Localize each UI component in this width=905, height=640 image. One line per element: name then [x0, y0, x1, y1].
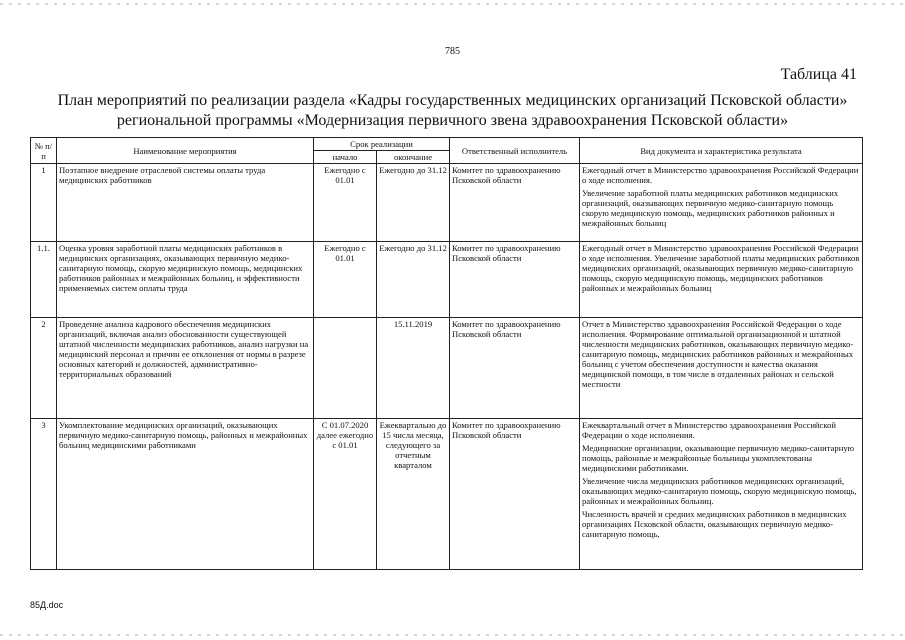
header-start: начало	[314, 151, 377, 164]
row-document-paragraph: Медицинские организации, оказывающие первичную медико-санитарную помощь, районные и межрайонные больницы укомплектованы медицинскими работниками.	[582, 443, 855, 473]
row-name: Поэтапное внедрение отраслевой системы оплаты труда медицинских работников	[57, 164, 314, 242]
title-line-2: региональной программы «Модернизация первичного звена здравоохранения Псковской области»	[116, 112, 789, 129]
row-name: Проведение анализа кадрового обеспечения медицинских организаций, включая анализ обоснованности существующей штатной численности медицинских работников, анализ нагрузки на медицинский персонал и причин ее отклонения от нормы в разрезе основных категорий и должностей, административно-территориальных образований	[57, 318, 314, 419]
row-end: Ежегодно до 31.12	[377, 164, 450, 242]
table-label: Таблица 41	[780, 66, 857, 83]
header-executor: Ответственный исполнитель	[450, 138, 580, 164]
row-document	[580, 419, 863, 570]
row-document-paragraph: Ежегодный отчет в Министерство здравоохранения Российской Федерации о ходе исполнения. Увеличение заработной платы медицинских работников медицинских организаций, оказывающих первичную медико-санитарную помощь, скорую медицинскую помощь, медицинских работников районных и межрайонных больниц	[582, 243, 860, 293]
row-start: Ежегодно с 01.01	[314, 164, 377, 242]
header-name: Наименование мероприятия	[57, 138, 314, 164]
row-document	[580, 164, 863, 242]
file-name-footer: 85Д.doc	[30, 600, 64, 610]
row-end: Ежегодно до 31.12	[377, 242, 450, 318]
title-line-1: План мероприятий по реализации раздела «Кадры государственных медицинских организаций Псковской области»	[57, 92, 848, 109]
row-start: С 01.07.2020 далее ежегодно с 01.01	[314, 419, 377, 570]
page-number: 785	[445, 46, 460, 57]
scan-artifact-bottom	[0, 634, 905, 636]
row-document-paragraph: Ежегодный отчет в Министерство здравоохранения Российской Федерации о ходе исполнения.	[582, 165, 859, 185]
document-title	[0, 91, 905, 131]
row-document-paragraph: Отчет в Министерство здравоохранения Российской Федерации о ходе исполнения. Формирование оптимальной организационной и штатной численности медицинских работников, оказывающих первичную медико-санитарную помощь, медицинских работников районных и межрайонных больниц с учетом обеспечения доступности и качества оказания медицинской помощи, в том числе в отдаленных районах и сельской местности	[582, 319, 854, 389]
row-start: Ежегодно с 01.01	[314, 242, 377, 318]
row-document-paragraph: Ежеквартальный отчет в Министерство здравоохранения Российской Федерации о ходе исполнения.	[582, 420, 836, 440]
header-document: Вид документа и характеристика результата	[580, 138, 863, 164]
row-start	[314, 318, 377, 419]
row-executor: Комитет по здравоохранению Псковской области	[450, 242, 580, 318]
header-num: № п/п	[31, 138, 57, 164]
row-document-paragraph: Увеличение заработной платы медицинских работников медицинских организаций, оказывающих первичную медико-санитарную помощь скорую медицинскую помощь, медицинских работников районных и межрайонных больниц	[582, 188, 839, 228]
header-end: окончание	[377, 151, 450, 164]
table-row	[31, 318, 863, 419]
row-executor: Комитет по здравоохранению Псковской области	[450, 419, 580, 570]
row-executor: Комитет по здравоохранению Псковской области	[450, 318, 580, 419]
row-num: 2	[31, 318, 57, 419]
row-name: Оценка уровня заработной платы медицинских работников в медицинских организациях, оказывающих первичную медико-санитарную помощь, скорую медицинскую помощь, медицинских работников районных и межрайонных больниц, и эффективности применяемых систем оплаты труда	[57, 242, 314, 318]
row-num: 3	[31, 419, 57, 570]
header-term: Срок реализации	[314, 138, 450, 151]
row-document-paragraph: Увеличение числа медицинских работников медицинских организаций, оказывающих медико-санитарную помощь, скорую медицинскую помощь, районных и межрайонных больниц.	[582, 476, 857, 506]
scan-artifact-top	[0, 3, 905, 5]
table-row	[31, 164, 863, 242]
row-num: 1	[31, 164, 57, 242]
row-document	[580, 318, 863, 419]
row-executor: Комитет по здравоохранению Псковской области	[450, 164, 580, 242]
row-end: Ежеквартально до 15 числа месяца, следующего за отчетным кварталом	[377, 419, 450, 570]
plan-table	[30, 137, 863, 570]
row-end: 15.11.2019	[377, 318, 450, 419]
row-document	[580, 242, 863, 318]
table-row	[31, 419, 863, 570]
row-num: 1.1.	[31, 242, 57, 318]
table-header-row	[31, 138, 863, 151]
table-row	[31, 242, 863, 318]
row-name: Укомплектование медицинских организаций, оказывающих первичную медико-санитарную помощь, районных и межрайонных больниц медицинскими работниками	[57, 419, 314, 570]
row-document-paragraph: Численность врачей и средних медицинских работников в медицинских организациях Псковской области, оказывающих первичную медико-санитарную помощь,	[582, 509, 847, 539]
